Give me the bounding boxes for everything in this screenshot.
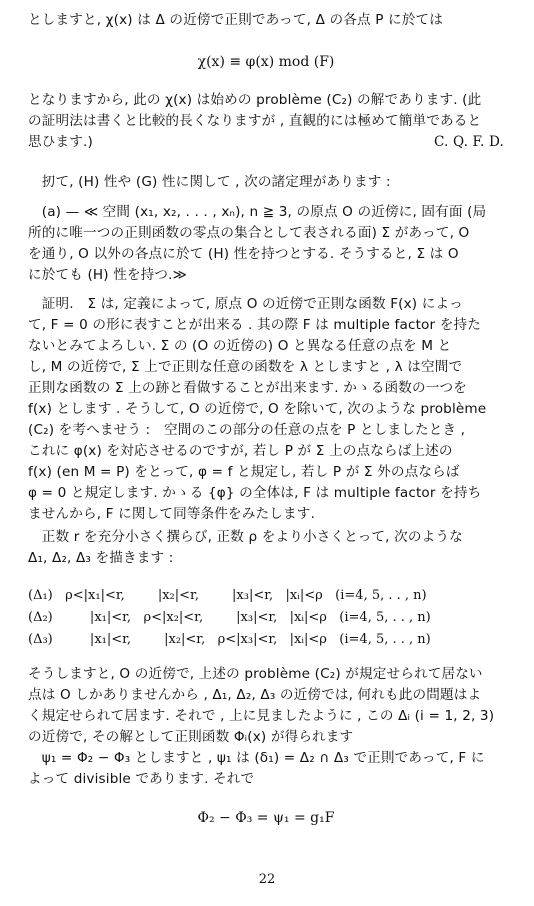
proof-line: 正則な函数の Σ 上の跡と看做することが出来ます. かゝる函数の一つを	[28, 380, 467, 396]
proof-line: f(x) とします . そうして, O の近傍で, O を除いて, 次のような problème	[28, 401, 487, 417]
page-number: 22	[258, 872, 276, 887]
proof-line: これに φ(x) を対応させるのですが, 若し P が Σ 上の点ならば上述の	[28, 443, 453, 459]
proof-line: 正数 r を充分小さく撰らび, 正数 ρ をより小さくとって, 次のような	[28, 529, 463, 545]
equation-congruence: χ(x) ≡ φ(x) mod (F)	[197, 54, 335, 70]
text-line: そうしますと, O の近傍で, 上述の problème (C₂) が規定せられて居ない	[28, 666, 483, 682]
proof-line: ませんから, F に関して同等条件をみたします.	[28, 506, 315, 522]
text-line	[28, 132, 504, 152]
theorem-line: (a) — ≪ 空間 (x₁, x₂, . . . , xₙ), n ≧ 3, の原点 O の近傍に, 固有面 (局	[28, 204, 487, 220]
text-line: の証明法は書くと比較的長くなりますが , 直観的には極めて簡単であると	[28, 113, 482, 129]
text-line-content: 思ひます.)	[28, 134, 93, 150]
text-line: 扨て, (H) 性や (G) 性に関して , 次の諸定理があります :	[28, 174, 391, 190]
proof-line: し, M の近傍で, Σ 上で正則な任意の函数を λ としますと , λ は空間で	[28, 359, 463, 375]
theorem-line: を通り, O 以外の各点に於て (H) 性を持つとする. そうすると, Σ は O	[28, 246, 459, 262]
equation-difference: Φ₂ − Φ₃ = ψ₁ = g₁F	[197, 810, 335, 826]
text-line: としますと, χ(x) は Δ の近傍で正則であって, Δ の各点 P に於ては	[28, 12, 444, 28]
domain-definition-row: (Δ₁) ρ<|x₁|<r, |x₂|<r, |x₃|<r, |xᵢ|<ρ (i=4, 5, . . , n)	[28, 588, 427, 603]
domain-definition-row: (Δ₂) |x₁|<r, ρ<|x₂|<r, |x₃|<r, |xᵢ|<ρ (i=4, 5, . . , n)	[28, 610, 431, 625]
text-line: の近傍で, その解として正則函数 Φᵢ(x) が得られます	[28, 729, 354, 745]
domain-definition-row: (Δ₃) |x₁|<r, |x₂|<r, ρ<|x₃|<r, |xᵢ|<ρ (i=4, 5, . . , n)	[28, 632, 431, 647]
proof-line: 証明. Σ は, 定義によって, 原点 O の近傍で正則な函数 F(x) によっ	[28, 296, 463, 312]
proof-line: Δ₁, Δ₂, Δ₃ を描きます :	[28, 550, 174, 566]
qed-mark: C. Q. F. D.	[433, 134, 504, 150]
proof-line: ないとみてよろしい. Σ の (O の近傍の) O と異なる任意の点を M と	[28, 338, 452, 354]
theorem-line: 所的に唯一つの正則函数の零点の集合として表される面) Σ があって, O	[28, 225, 470, 241]
text-line: く規定せられて居ます. それで , 上に見ましたように , この Δᵢ (i = 1, 2, 3)	[28, 708, 495, 724]
text-line: よって divisible であります. それで	[28, 771, 255, 787]
proof-line: f(x) (en M = P) をとって, φ = f と規定し, 若し P が Σ 外の点ならば	[28, 464, 460, 480]
proof-line: て, F = 0 の形に表すことが出来る . 其の際 F は multiple factor を持た	[28, 317, 481, 333]
proof-line: (C₂) を考へませう : 空間のこの部分の任意の点を P としましたとき ,	[28, 422, 466, 438]
proof-line: φ = 0 と規定します. かゝる {φ} の全体は, F は multiple factor を持ち	[28, 485, 482, 501]
theorem-line: に於ても (H) 性を持つ.≫	[28, 267, 188, 283]
text-line: 点は O しかありませんから , Δ₁, Δ₂, Δ₃ の近傍では, 何れも此の問題はよ	[28, 687, 482, 703]
text-line: ψ₁ = Φ₂ − Φ₃ としますと , ψ₁ は (δ₁) = Δ₂ ∩ Δ₃ で正則であって, F に	[28, 750, 485, 766]
text-line: となりますから, 此の χ(x) は始めの problème (C₂) の解であります. (此	[28, 92, 482, 108]
